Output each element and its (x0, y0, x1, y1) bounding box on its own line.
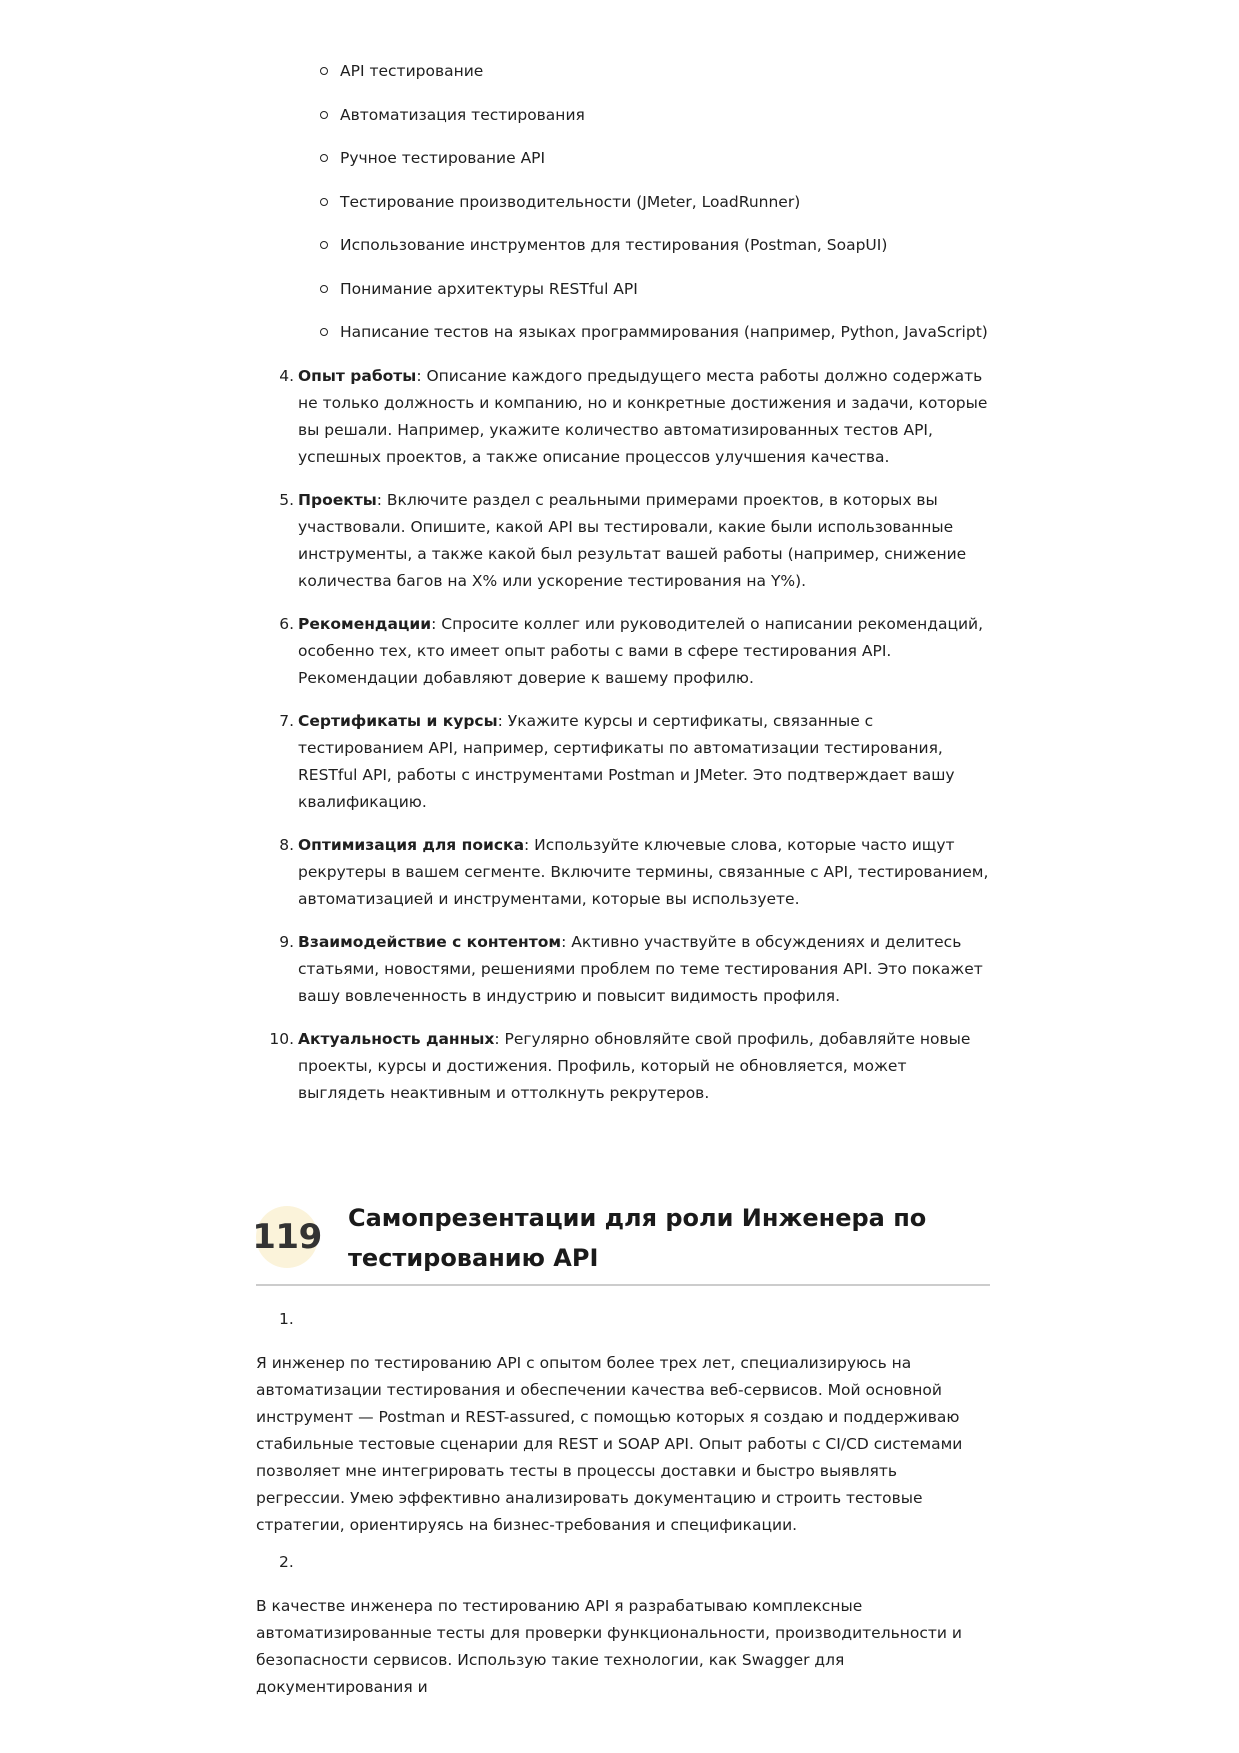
list-item: 6. Рекомендации: Спросите коллег или руководителей о написании рекомендаций, особенно тех, кто имеет опыт работы с вами в сфере тестирования API. Рекомендации добавляют доверие к вашему профилю. (279, 615, 984, 687)
bullet-item: Автоматизация тестирования (320, 102, 1000, 129)
presentation-paragraph: Я инженер по тестированию API с опытом более трех лет, специализируюсь на автоматизации тестирования и обеспечении качества веб-сервисов. Мой основной инструмент — Postman и REST-assured, с помощью которых я создаю и поддерживаю стабильные тестовые сценарии для REST и SOAP API. Опыт работы с CI/CD системами позволяет мне интегрировать тесты в процессы доставки и быстро выявлять регрессии. Умею эффективно анализировать документацию и строить тестовые стратегии, ориентируясь на бизнес-требования и спецификации. (256, 1354, 963, 1534)
bullet-item: Написание тестов на языках программирования (например, Python, JavaScript) (320, 319, 1000, 346)
bullet-item: Тестирование производительности (JMeter, LoadRunner) (320, 189, 1000, 216)
bullet-circle-icon (320, 111, 328, 119)
bullet-circle-icon (320, 154, 328, 162)
profile-tips-list (256, 363, 990, 1123)
list-item: 8. Оптимизация для поиска: Используйте ключевые слова, которые часто ищут рекрутеры в вашем сегменте. Включите термины, связанные с API, тестированием, автоматизацией и инструментами, которые вы используете. (279, 836, 989, 908)
tip-title: Опыт работы (298, 367, 417, 385)
tip-text: : Активно участвуйте в обсуждениях и делитесь статьями, новостями, решениями проблем по теме тестирования API. Это покажет вашу вовлеченность в индустрию и повысит видимость профиля. (298, 933, 983, 1005)
bullet-circle-icon (320, 328, 328, 336)
bullet-item: Ручное тестирование API (320, 145, 1000, 172)
section-number-badge: 119 (256, 1206, 318, 1268)
list-item: 10. Актуальность данных: Регулярно обновляйте свой профиль, добавляйте новые проекты, курсы и достижения. Профиль, который не обновляется, может выглядеть неактивным и оттолкнуть рекрутеров. (269, 1030, 971, 1102)
tip-title: Рекомендации (298, 615, 432, 633)
bullet-circle-icon (320, 241, 328, 249)
bullet-circle-icon (320, 67, 328, 75)
bullet-item: Понимание архитектуры RESTful API (320, 276, 1000, 303)
list-item: 9. Взаимодействие с контентом: Активно участвуйте в обсуждениях и делитесь статьями, новостями, решениями проблем по теме тестирования API. Это покажет вашу вовлеченность в индустрию и повысит видимость профиля. (279, 933, 983, 1005)
tip-title: Взаимодействие с контентом (298, 933, 562, 951)
presentation-number: 1. (279, 1310, 294, 1328)
tip-text: : Укажите курсы и сертификаты, связанные с тестированием API, например, сертификаты по автоматизации тестирования, RESTful API, работы с инструментами Postman и JMeter. Это подтверждает вашу квалификацию. (298, 712, 955, 811)
list-item: 5. Проекты: Включите раздел с реальными примерами проектов, в которых вы участвовали. Опишите, какой API вы тестировали, какие были использованные инструменты, а также какой был результат вашей работы (например, снижение количества багов на X% или ускорение тестирования на Y%). (279, 491, 967, 590)
tip-text: : Используйте ключевые слова, которые часто ищут рекрутеры в вашем сегменте. Включите термины, связанные с API, тестированием, автоматизацией и инструментами, которые вы используете. (298, 836, 989, 908)
tip-text: : Включите раздел с реальными примерами проектов, в которых вы участвовали. Опишите, какой API вы тестировали, какие были использованные инструменты, а также какой был результат вашей работы (например, снижение количества багов на X% или ускорение тестирования на Y%). (298, 491, 967, 590)
bullet-item: API тестирование (320, 58, 1000, 85)
tip-text: : Описание каждого предыдущего места работы должно содержать не только должность и компанию, но и конкретные достижения и задачи, которые вы решали. Например, укажите количество автоматизированных тестов API, успешных проектов, а также описание процессов улучшения качества. (298, 367, 988, 466)
section-header (252, 1190, 990, 1286)
bullet-item: Использование инструментов для тестирования (Postman, SoapUI) (320, 232, 1000, 259)
tip-title: Актуальность данных (298, 1030, 495, 1048)
tip-title: Оптимизация для поиска (298, 836, 525, 854)
list-item: 4. Опыт работы: Описание каждого предыдущего места работы должно содержать не только должность и компанию, но и конкретные достижения и задачи, которые вы решали. Например, укажите количество автоматизированных тестов API, успешных проектов, а также описание процессов улучшения качества. (279, 367, 988, 466)
section-title: Самопрезентации для роли Инженера по тестированию API (348, 1204, 927, 1272)
presentation-paragraph: В качестве инженера по тестированию API я разрабатываю комплексные автоматизированные тесты для проверки функциональности, производительности и безопасности сервисов. Использую такие технологии, как Swagger для документирования и (256, 1597, 962, 1696)
list-item: 7. Сертификаты и курсы: Укажите курсы и сертификаты, связанные с тестированием API, например, сертификаты по автоматизации тестирования, RESTful API, работы с инструментами Postman и JMeter. Это подтверждает вашу квалификацию. (279, 712, 955, 811)
tip-title: Сертификаты и курсы (298, 712, 498, 730)
presentation-number: 2. (279, 1553, 294, 1571)
tip-title: Проекты (298, 491, 377, 509)
tip-text: : Регулярно обновляйте свой профиль, добавляйте новые проекты, курсы и достижения. Профиль, который не обновляется, может выглядеть неактивным и оттолкнуть рекрутеров. (298, 1030, 971, 1102)
bullet-circle-icon (320, 198, 328, 206)
skills-bullet-list (320, 58, 1000, 363)
tip-text: : Спросите коллег или руководителей о написании рекомендаций, особенно тех, кто имеет опыт работы с вами в сфере тестирования API. Рекомендации добавляют доверие к вашему профилю. (298, 615, 984, 687)
bullet-circle-icon (320, 285, 328, 293)
